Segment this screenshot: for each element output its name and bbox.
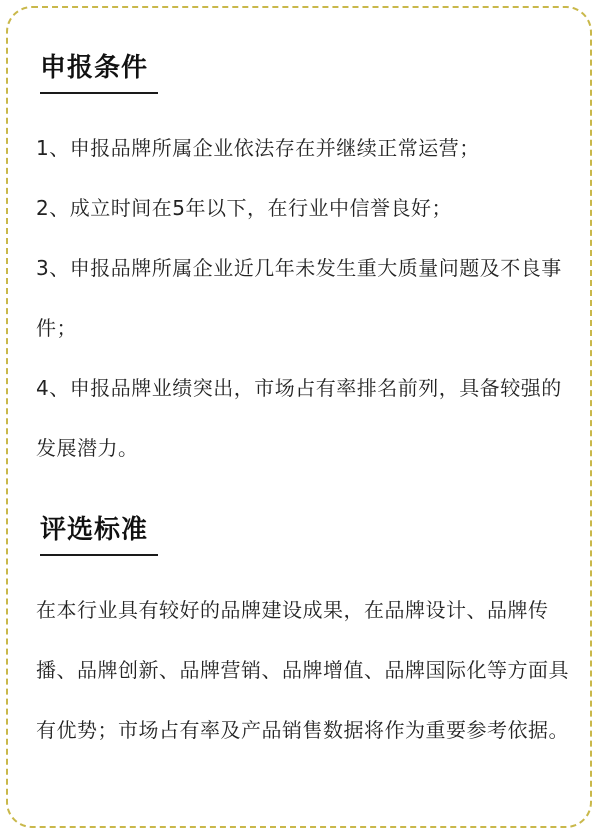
condition-item: 2、成立时间在5年以下，在行业中信誉良好；	[36, 196, 452, 220]
conditions-list	[36, 118, 576, 478]
section-title-conditions: 申报条件	[40, 52, 158, 94]
criteria-paragraph: 在本行业具有较好的品牌建设成果，在品牌设计、品牌传播、品牌创新、品牌营销、品牌增值、品牌国际化等方面具有优势；市场占有率及产品销售数据将作为重要参考依据。	[36, 598, 569, 742]
section-title-criteria: 评选标准	[40, 514, 158, 556]
criteria-text	[36, 580, 576, 760]
condition-item: 4、申报品牌业绩突出，市场占有率排名前列，具备较强的发展潜力。	[36, 376, 562, 460]
condition-item: 1、申报品牌所属企业依法存在并继续正常运营；	[36, 136, 480, 160]
condition-item: 3、申报品牌所属企业近几年未发生重大质量问题及不良事件；	[36, 256, 562, 340]
